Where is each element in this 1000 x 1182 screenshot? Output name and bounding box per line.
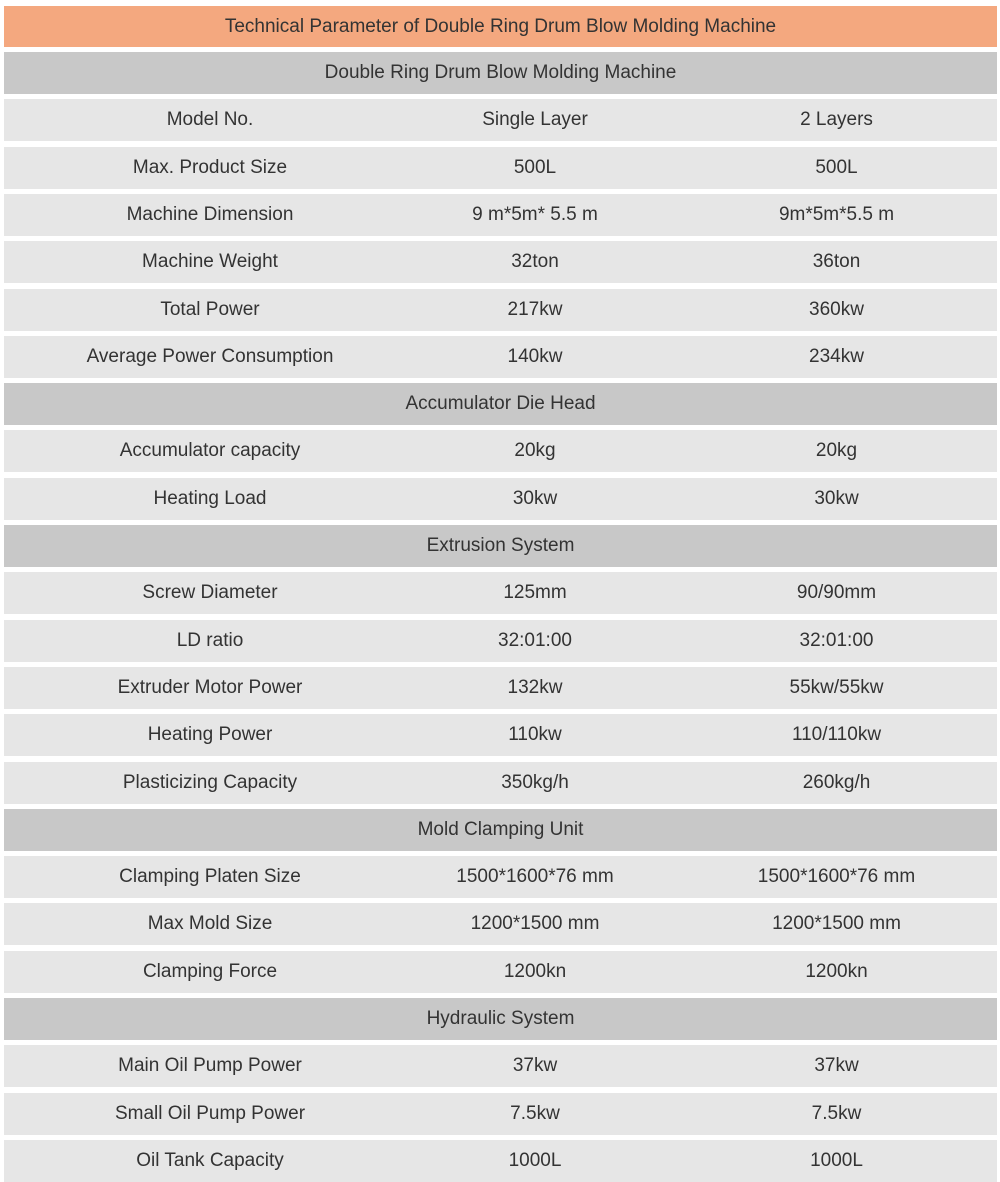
section-header-label: Hydraulic System: [426, 1008, 575, 1029]
table-row: [4, 951, 997, 993]
single-layer-value-cell: 30kw: [512, 488, 558, 509]
two-layer-value-cell: 110/110kw: [791, 724, 882, 745]
two-layer-value-cell: 7.5kw: [811, 1103, 862, 1124]
parameter-name-cell: Small Oil Pump Power: [114, 1103, 306, 1124]
single-layer-value-cell: 32ton: [511, 251, 559, 272]
table-row: [4, 714, 997, 756]
parameter-name-cell: LD ratio: [176, 630, 244, 651]
single-layer-value-cell: 217kw: [507, 299, 563, 320]
single-layer-value-cell: 1000L: [508, 1150, 562, 1171]
parameter-name-cell: Model No.: [166, 109, 254, 130]
table-row: [4, 667, 997, 709]
parameter-name-cell: Max Mold Size: [147, 913, 273, 934]
table-row: [4, 336, 997, 378]
two-layer-value-cell: 234kw: [809, 346, 864, 367]
parameter-name-cell: Accumulator capacity: [119, 440, 301, 461]
table-row: [4, 147, 997, 189]
parameter-name-cell: Main Oil Pump Power: [118, 1055, 302, 1076]
table-row: [4, 430, 997, 472]
two-layer-value-cell: 1200kn: [805, 961, 868, 982]
table-row: [4, 762, 997, 804]
two-layer-value-cell: 37kw: [814, 1055, 859, 1076]
section-header-row: [4, 998, 997, 1040]
two-layer-value-cell: 90/90mm: [796, 582, 877, 603]
table-row: [4, 1093, 997, 1135]
single-layer-value-cell: Single Layer: [482, 109, 588, 130]
single-layer-value-cell: 140kw: [507, 346, 563, 367]
table-row: [4, 194, 997, 236]
table-title: [4, 6, 997, 47]
single-layer-value-cell: 20kg: [514, 440, 556, 461]
section-header-label: Extrusion System: [426, 535, 575, 556]
parameter-name-cell: Screw Diameter: [142, 582, 278, 603]
parameter-name-cell: Total Power: [160, 299, 260, 320]
table-row: [4, 572, 997, 614]
table-row: [4, 1045, 997, 1087]
parameter-name-cell: Clamping Force: [142, 961, 278, 982]
single-layer-value-cell: 9 m*5m* 5.5 m: [472, 204, 598, 225]
parameter-name-cell: Plasticizing Capacity: [122, 772, 298, 793]
single-layer-value-cell: 500L: [513, 157, 557, 178]
two-layer-value-cell: 1200*1500 mm: [772, 913, 901, 934]
section-header-label: Double Ring Drum Blow Molding Machine: [324, 62, 677, 83]
two-layer-value-cell: 1000L: [810, 1150, 863, 1171]
two-layer-value-cell: 360kw: [809, 299, 864, 320]
single-layer-value-cell: 110kw: [508, 724, 562, 745]
parameter-name-cell: Machine Dimension: [126, 204, 294, 225]
parameter-name-cell: Clamping Platen Size: [119, 866, 301, 887]
table-row: [4, 1140, 997, 1182]
two-layer-value-cell: 9m*5m*5.5 m: [778, 204, 895, 225]
parameter-name-cell: Heating Load: [153, 488, 267, 509]
two-layer-value-cell: 36ton: [812, 251, 861, 272]
section-header-row: [4, 52, 997, 94]
parameter-name-cell: Oil Tank Capacity: [136, 1150, 284, 1171]
parameter-name-cell: Average Power Consumption: [86, 346, 334, 367]
two-layer-value-cell: 2 Layers: [800, 109, 873, 130]
single-layer-value-cell: 1200kn: [503, 961, 567, 982]
parameter-name-cell: Heating Power: [147, 724, 273, 745]
parameter-name-cell: Extruder Motor Power: [117, 677, 303, 698]
table-row: [4, 241, 997, 283]
section-header-row: [4, 383, 997, 425]
single-layer-value-cell: 350kg/h: [501, 772, 569, 793]
single-layer-value-cell: 1500*1600*76 mm: [456, 866, 614, 887]
parameter-name-cell: Max. Product Size: [132, 157, 288, 178]
table-row: [4, 856, 997, 898]
single-layer-value-cell: 7.5kw: [510, 1103, 560, 1124]
two-layer-value-cell: 30kw: [814, 488, 859, 509]
two-layer-value-cell: 20kg: [815, 440, 858, 461]
single-layer-value-cell: 32:01:00: [498, 630, 572, 651]
two-layer-value-cell: 260kg/h: [802, 772, 871, 793]
single-layer-value-cell: 1200*1500 mm: [470, 913, 600, 934]
section-header-label: Accumulator Die Head: [405, 393, 596, 414]
single-layer-value-cell: 37kw: [512, 1055, 558, 1076]
table-row: [4, 99, 997, 141]
table-title-text: Technical Parameter of Double Ring Drum Blow Molding Machine: [224, 15, 777, 37]
table-row: [4, 289, 997, 331]
table-row: [4, 478, 997, 520]
table-row: [4, 903, 997, 945]
section-header-label: Mold Clamping Unit: [417, 819, 584, 840]
two-layer-value-cell: 1500*1600*76 mm: [757, 866, 916, 887]
two-layer-value-cell: 32:01:00: [799, 630, 874, 651]
two-layer-value-cell: 500L: [815, 157, 858, 178]
single-layer-value-cell: 125mm: [503, 582, 567, 603]
parameter-name-cell: Machine Weight: [142, 251, 278, 272]
two-layer-value-cell: 55kw/55kw: [789, 677, 884, 698]
section-header-row: [4, 525, 997, 567]
single-layer-value-cell: 132kw: [507, 677, 563, 698]
table-row: [4, 620, 997, 662]
section-header-row: [4, 809, 997, 851]
